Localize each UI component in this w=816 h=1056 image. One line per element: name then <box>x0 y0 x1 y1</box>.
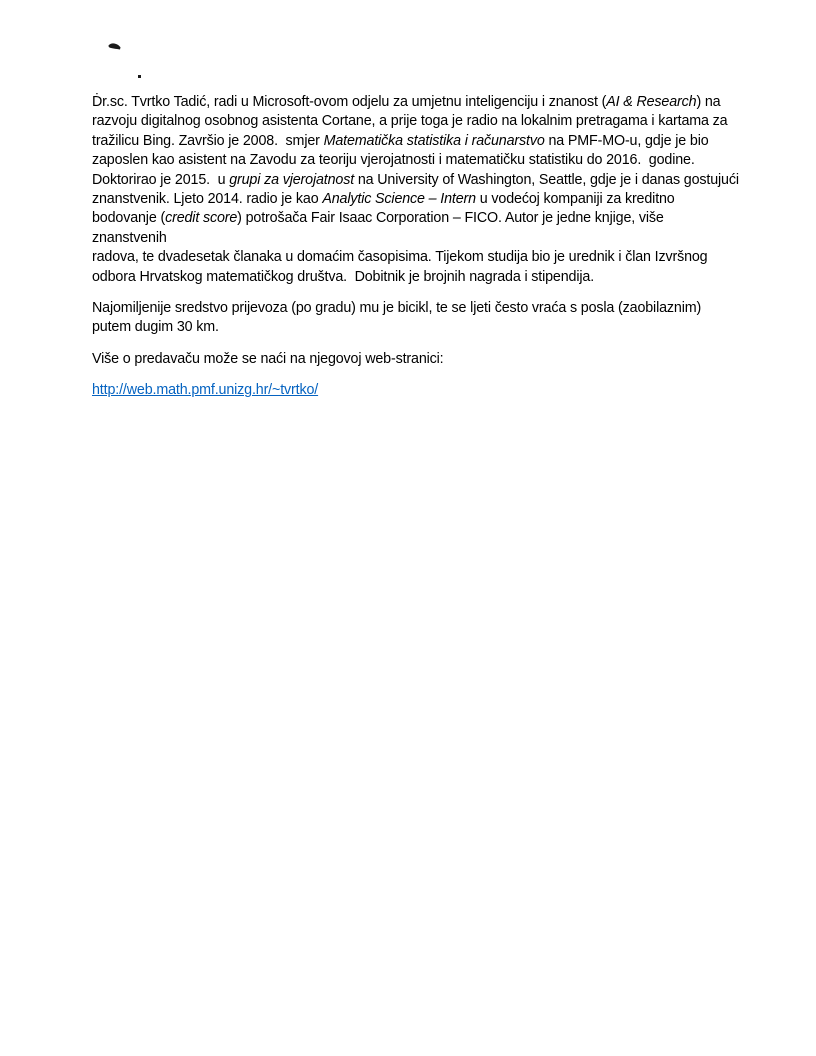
stray-dot-icon <box>138 75 141 78</box>
website-intro-paragraph <box>92 350 740 369</box>
stray-ink-stroke-icon <box>108 42 123 52</box>
text-line: odbora Hrvatskog matematičkog društva. Dobitnik je brojnih nagrada i stipendija. <box>92 268 595 285</box>
text-line: zaposlen kao asistent na Zavodu za teoriju vjerojatnosti i matematičku statistiku do 2016. godine. <box>92 152 695 169</box>
bio-paragraph <box>92 93 740 287</box>
text-line: Doktorirao je 2015. u grupi za vjerojatnost na University of Washington, Seattle, gdje je i danas gostujući <box>92 171 739 188</box>
text-line: Najomiljenije sredstvo prijevoza (po gradu) mu je bicikl, te se ljeti često vraća s posla (zaobilaznim) <box>92 300 702 317</box>
bio-text-block <box>92 93 740 413</box>
personal-website-link[interactable]: http://web.math.pmf.unizg.hr/~tvrtko/ <box>92 382 319 399</box>
website-link-paragraph <box>92 381 740 400</box>
text-line: Više o predavaču može se naći na njegovoj web-stranici: <box>92 350 444 367</box>
text-line: tražilicu Bing. Završio je 2008. smjer Matematička statistika i računarstvo na PMF-MO-u, gdje je bio <box>92 132 709 149</box>
text-line: bodovanje (credit score) potrošača Fair Isaac Corporation – FICO. Autor je jedne knjige, više znanstvenih <box>92 210 668 246</box>
text-line: razvoju digitalnog osobnog asistenta Cortane, a prije toga je radio na lokalnim pretragama i kartama za <box>92 113 728 130</box>
transport-paragraph <box>92 299 740 338</box>
text-line: Ḋr.sc. Tvrtko Tadić, radi u Microsoft-ovom odjelu za umjetnu inteligenciju i znanost (AI & Research) na <box>92 94 721 110</box>
text-line: znanstvenik. Ljeto 2014. radio je kao Analytic Science – Intern u vodećoj kompaniji za kreditno <box>92 191 675 208</box>
text-line: radova, te dvadesetak članaka u domaćim časopisima. Tijekom studija bio je urednik i član Izvršnog <box>92 249 708 266</box>
text-line: putem dugim 30 km. <box>92 319 219 336</box>
